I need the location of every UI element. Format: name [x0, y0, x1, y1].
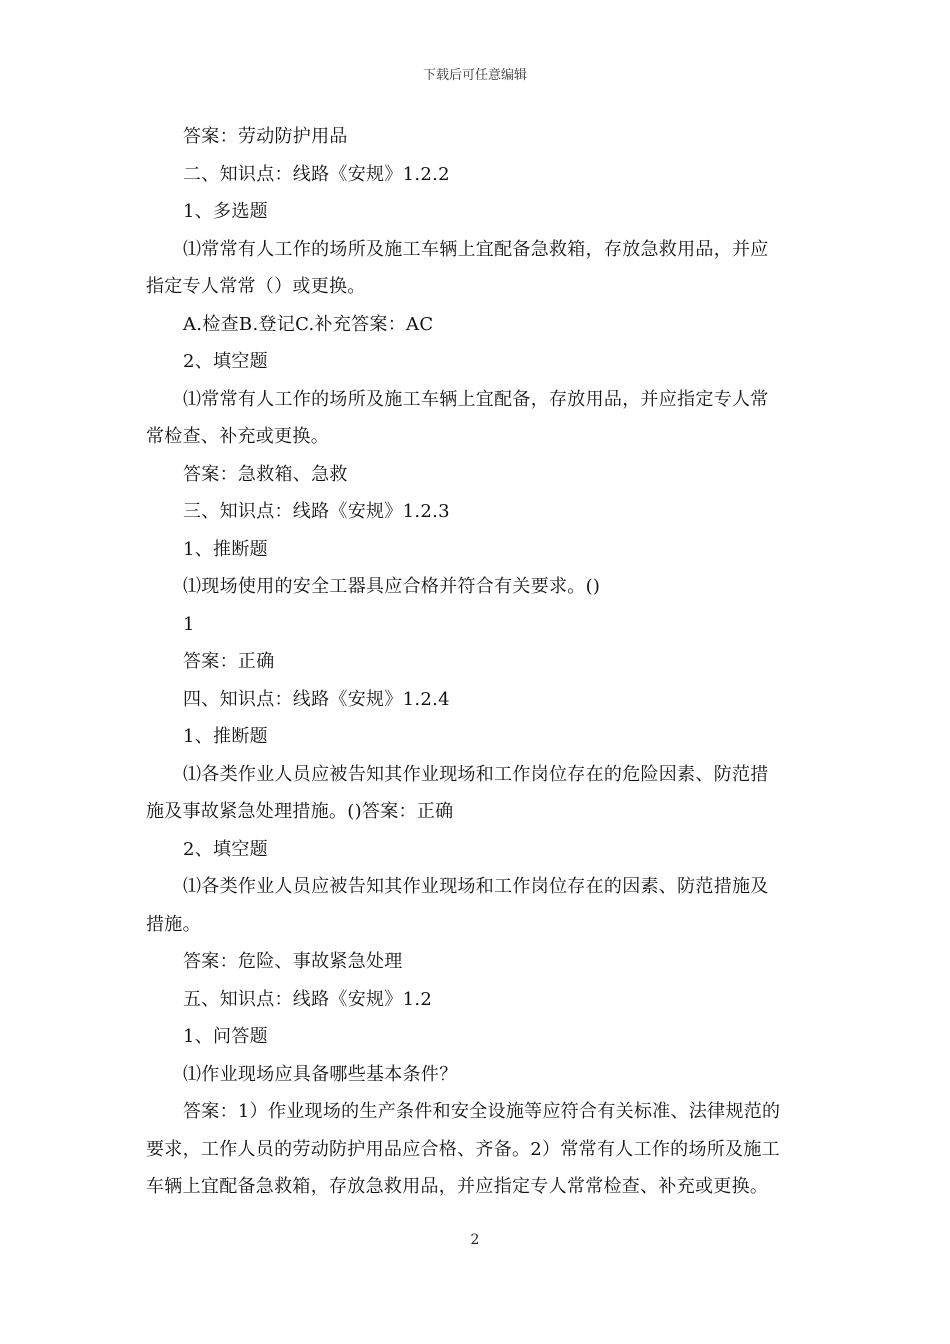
- answer-text-continued: 车辆上宜配备急救箱，存放急救用品，并应指定专人常常检查、补充或更换。: [146, 1176, 769, 1197]
- page-header: 下载后可任意编辑: [422, 68, 527, 83]
- question-text-continued: 施及事故紧急处理措施。()答案：正确: [146, 801, 454, 822]
- section-heading: 五、知识点：线路《安规》1.2: [183, 988, 433, 1010]
- page-number: 2: [470, 1232, 480, 1248]
- answer-line: 答案：劳动防护用品: [183, 126, 348, 147]
- question-type: 1、问答题: [183, 1026, 268, 1047]
- answer-line: 答案：急救箱、急救: [183, 463, 348, 485]
- question-type: 1、多选题: [183, 201, 268, 222]
- question-text-continued: 常检查、补充或更换。: [146, 426, 329, 447]
- answer-text-continued: 要求，工作人员的劳动防护用品应合格、齐备。2）常常有人工作的场所及施工: [146, 1138, 780, 1160]
- document-body: [146, 118, 816, 1206]
- question-type: 1、推断题: [183, 538, 268, 560]
- text-line: 1: [183, 613, 195, 635]
- section-heading: 二、知识点：线路《安规》1.2.2: [183, 163, 450, 185]
- options-line: A.检查B.登记C.补充答案：AC: [183, 313, 434, 335]
- question-text-continued: 措施。: [146, 913, 201, 935]
- question-text: ⑴作业现场应具备哪些基本条件？: [183, 1063, 458, 1085]
- question-type: 2、填空题: [183, 838, 268, 860]
- answer-line: 答案：1）作业现场的生产条件和安全设施等应符合有关标准、法律规范的: [183, 1101, 781, 1122]
- question-type: 1、推断题: [183, 726, 268, 747]
- question-text: ⑴各类作业人员应被告知其作业现场和工作岗位存在的危险因素、防范措: [183, 763, 769, 785]
- question-text-continued: 指定专人常常（）或更换。: [146, 276, 366, 297]
- section-heading: 四、知识点：线路《安规》1.2.4: [183, 688, 450, 710]
- question-text: ⑴各类作业人员应被告知其作业现场和工作岗位存在的因素、防范措施及: [183, 876, 769, 897]
- answer-line: 答案：危险、事故紧急处理: [183, 951, 403, 972]
- answer-line: 答案：正确: [183, 651, 275, 672]
- section-heading: 三、知识点：线路《安规》1.2.3: [183, 501, 450, 522]
- question-text: ⑴常常有人工作的场所及施工车辆上宜配备，存放用品，并应指定专人常: [183, 388, 769, 410]
- question-text: ⑴现场使用的安全工器具应合格并符合有关要求。(): [183, 576, 601, 597]
- question-text: ⑴常常有人工作的场所及施工车辆上宜配备急救箱，存放急救用品，并应: [183, 238, 769, 260]
- question-type: 2、填空题: [183, 351, 268, 372]
